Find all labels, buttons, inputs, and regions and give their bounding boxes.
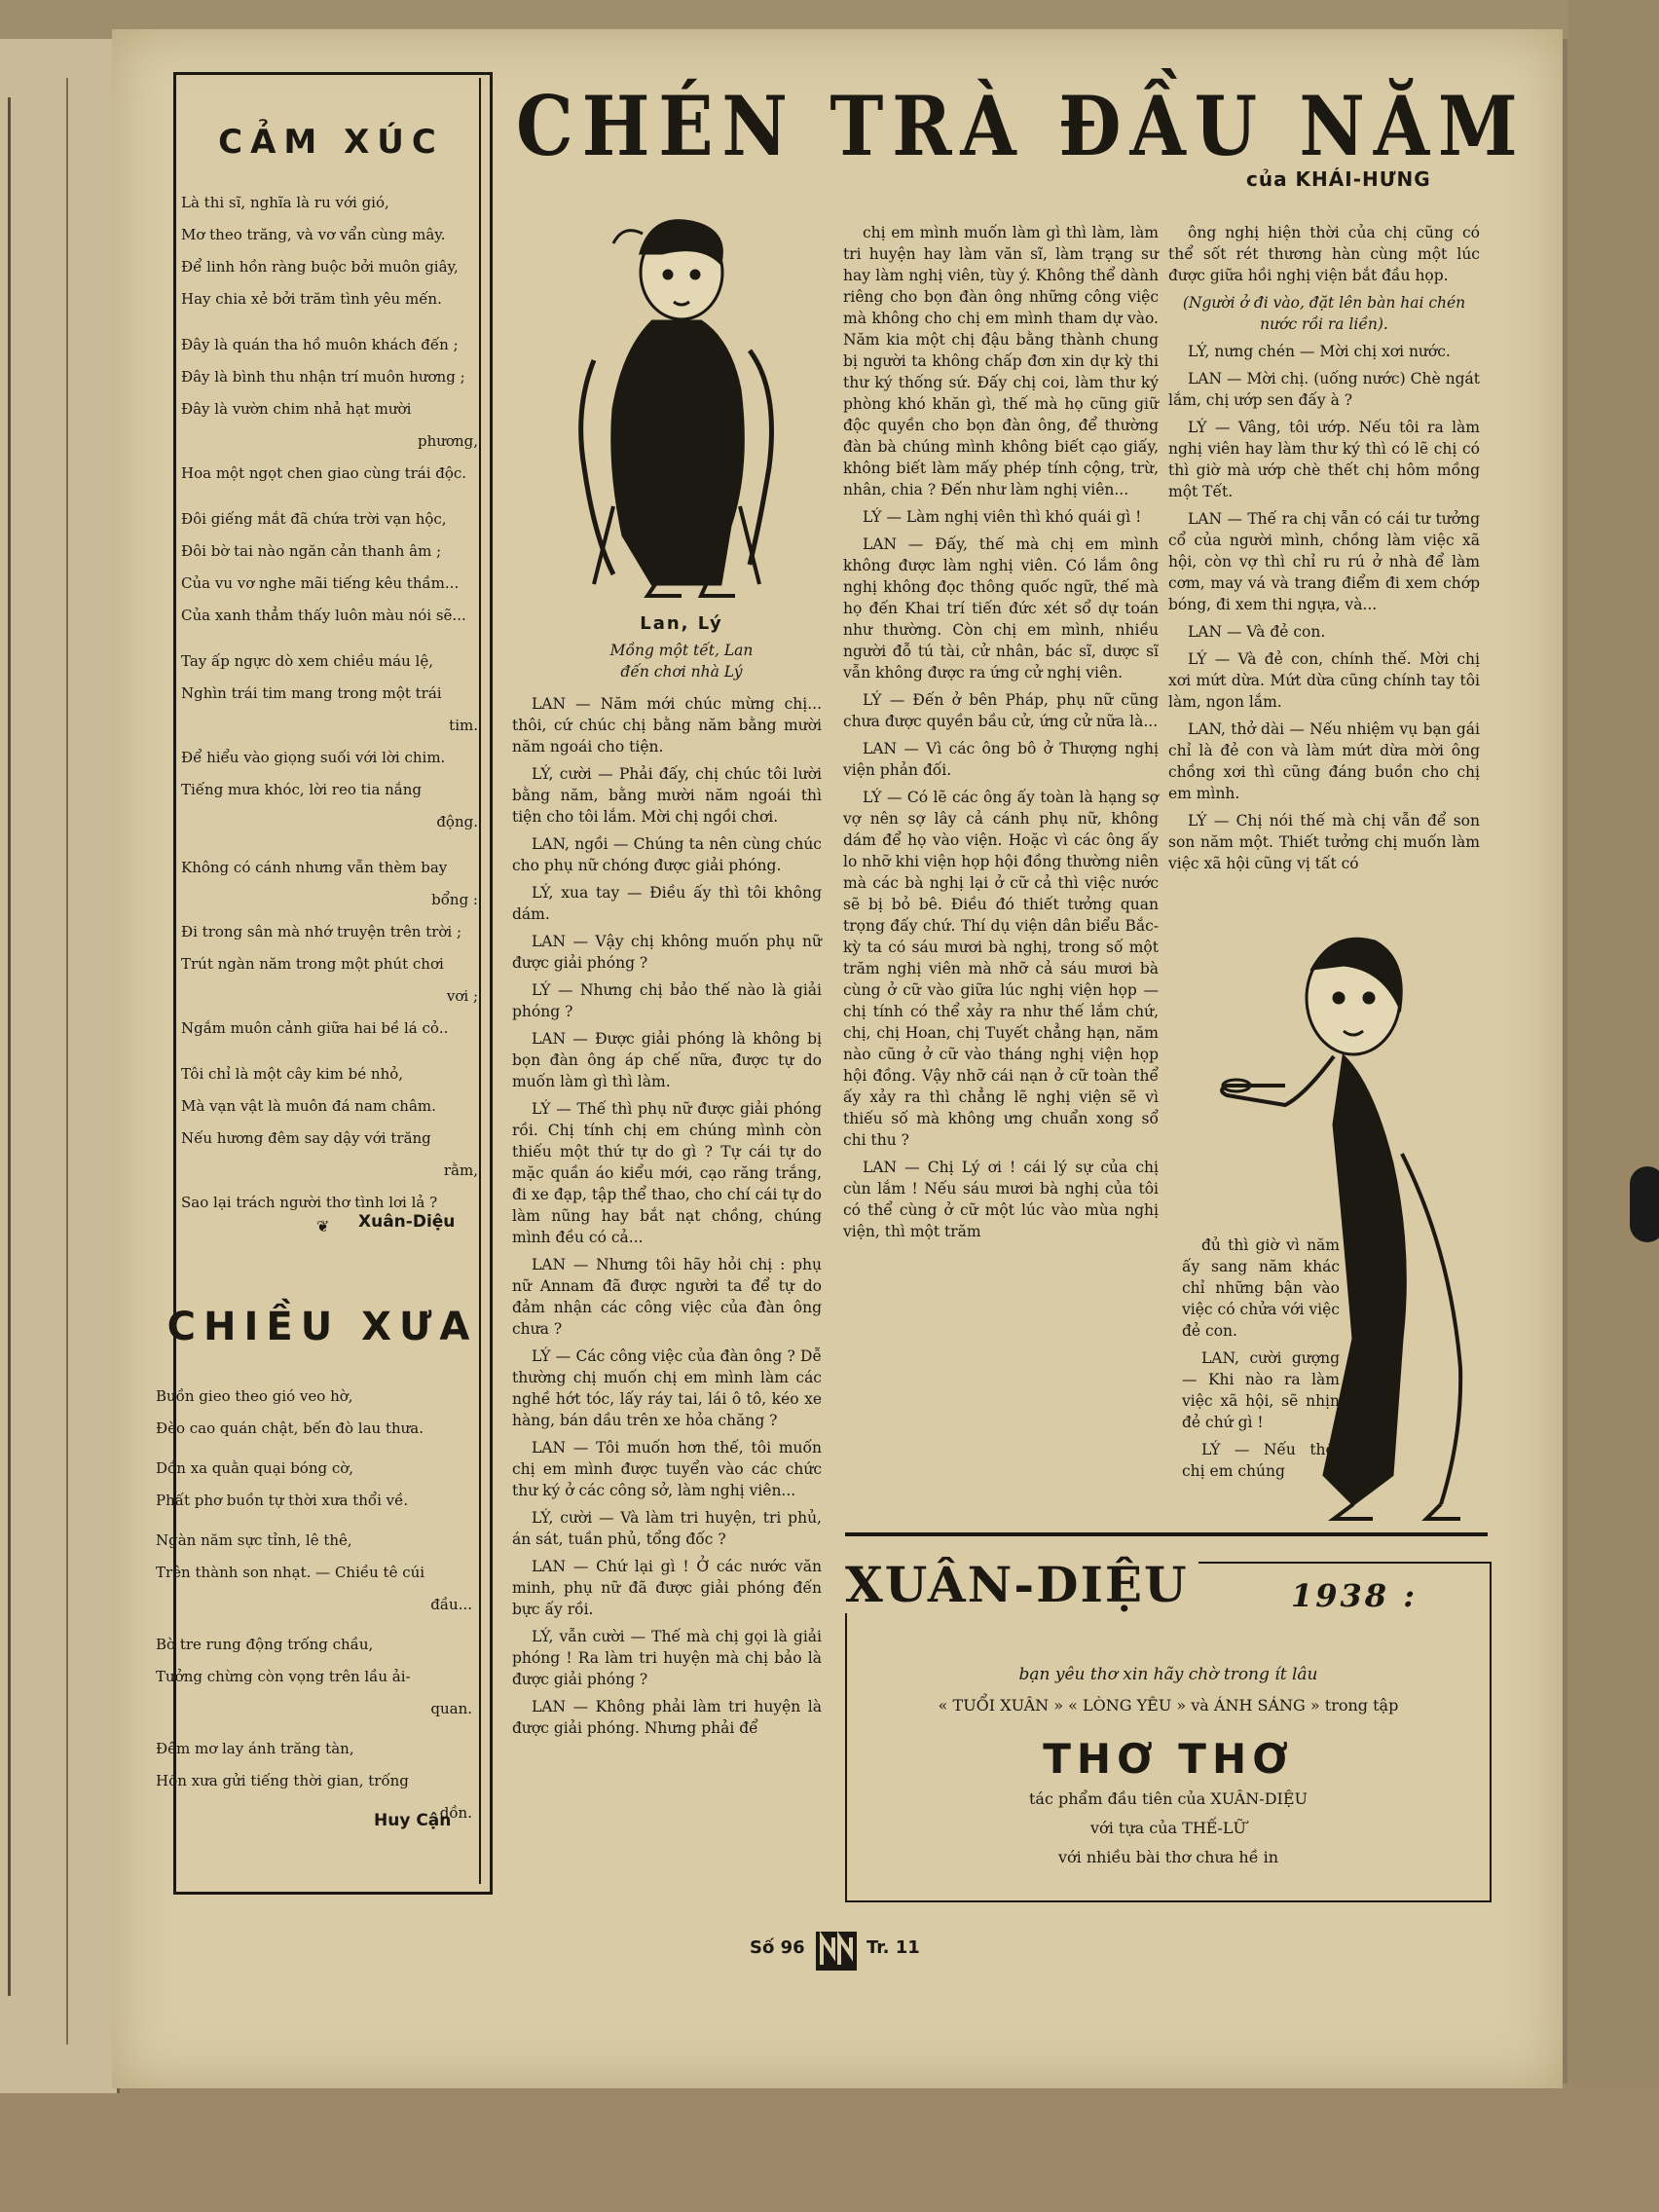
article-paragraph: LAN — Nhưng tôi hãy hỏi chị : phụ nữ Annam đã được người ta để tự do đảm nhận các công việc của đàn ông chưa ? — [512, 1256, 822, 1338]
issue-number: Số 96 — [750, 1937, 805, 1958]
desk-surface-right — [1567, 0, 1659, 2212]
poem-line: Tưởng chừng còn vọng trên lầu ải- — [156, 1668, 411, 1685]
poem-line: Hay chia xẻ bởi trăm tình yêu mến. — [181, 290, 442, 308]
poem-line: Đôi bờ tai nào ngăn cản thanh âm ; — [181, 542, 442, 560]
article-byline: của KHÁI-HƯNG — [1246, 167, 1431, 191]
poem-line: rằm, — [443, 1161, 478, 1179]
poem2-title: CHIỀU XƯA — [166, 1305, 478, 1349]
binder-hole — [1630, 1166, 1659, 1242]
ad-line-1: bạn yêu thơ xin hãy chờ trong ít lâu — [1018, 1665, 1318, 1684]
article-paragraph: LAN — Chứ lại gì ! Ở các nước văn minh, phụ nữ đã được giải phóng đến bực ấy rồi. — [512, 1558, 822, 1618]
article-paragraph: LÝ — Có lẽ các ông ấy toàn là hạng sợ vợ nên sợ lây cả cánh phụ nữ, không dám để họ vào viện. Hoặc vì các ông ấy lo nhỡ khi viện họp hội đồng thường niên mà các bà nghị lại ở cữ cả thì việc nước sẽ bị bỏ bê. Điều đó thiết tưởng quan trọng đấy chứ. Thí dụ viện dân biểu Bắc-kỳ ta có sáu mươi bà nghị, trong số một trăm nghị viên mà nhỡ cả sáu mươi bà cùng ở cữ vào giữa lúc nghị viện họp — chị tính có thể xảy ra như thế lắm chứ, chị, chị Hoan, chị Tuyết chẳng hạn, năm nào cũng ở cữ vào tháng nghị viện họp hội đồng. Vậy nhỡ cái nạn ở cữ toàn thể ấy xảy ra thì chẳng lẽ nghị viện sẽ vì thiếu số mà không ưng chuẩn xong sổ chi thu ? — [843, 789, 1159, 1149]
ad-top-rule — [845, 1532, 1488, 1536]
poem-line: Tay ấp ngực dò xem chiều máu lệ, — [181, 652, 433, 670]
article-paragraph: LÝ, vẫn cười — Thế mà chị gọi là giải phóng ! Ra làm tri huyện mà chị bảo là được giải phóng ? — [512, 1628, 822, 1688]
article-paragraph: LÝ — Thế thì phụ nữ được giải phóng rồi. Chị tính chị em chúng mình còn thiếu một thứ tự do gì ? Tự cái tự do mặc quần áo kiểu mới, cạo răng trắng, đi xe đạp, tập thể thao, cho chí cái tự do làm nũng hay bắt nạt chồng, chúng mình đều có cả... — [512, 1100, 822, 1246]
article-column-2 — [843, 222, 1159, 1248]
article-paragraph: LÝ — Các công việc của đàn ông ? Dễ thường chị muốn chị em mình làm các nghề hớt tóc, lấy ráy tai, lái ô tô, kéo xe hàng, bán dầu trên xe hỏa chăng ? — [512, 1347, 822, 1429]
article-paragraph: LAN — Đấy, thế mà chị em mình không được làm nghị viên. Có lắm ông nghị không đọc thông quốc ngữ, thế mà họ đến Khai trí tiến đức xét sổ dự toán như thường. Còn chị em mình, nhiều người đỗ tú tài, cử nhân, bác sĩ, dược sĩ vẫn không được ra ứng cử nghị viên. — [843, 535, 1159, 682]
poem-line: Buồn gieo theo gió veo hờ, — [156, 1387, 353, 1405]
poem-line: Đèo cao quán chật, bến đò lau thưa. — [156, 1419, 424, 1437]
poem-line: quan. — [430, 1700, 472, 1717]
article-paragraph: LAN — Chị Lý ơi ! cái lý sự của chị cùn lắm ! Nếu sáu mươi bà nghị của tôi có thể cùng ở cữ một lúc vào mùa nghị viện, thì một trăm — [843, 1159, 1159, 1240]
poem2-author: Huy Cận — [374, 1811, 452, 1830]
poem-line: Đi trong sân mà nhớ truyện trên trời ; — [181, 923, 462, 940]
article-paragraph: LÝ — Làm nghị viên thì khó quái gì ! — [863, 508, 1142, 526]
ad-title: XUÂN-DIỆU — [845, 1556, 1198, 1613]
left-page-edge — [0, 39, 120, 2093]
poem-line: đầu... — [430, 1596, 472, 1613]
article-paragraph: LÝ, xua tay — Điều ấy thì tôi không dám. — [512, 884, 822, 923]
poem-line: Sao lại trách người thơ tình lơi lả ? — [181, 1194, 438, 1211]
poem1-body — [181, 193, 478, 1238]
article-paragraph: LAN — Thế ra chị vẫn có cái tư tưởng cổ của người mình, chồng làm việc xã hội, còn vợ thì chỉ ru rú ở nhà để làm cơm, may vá và trang điểm đi xem chớp bóng, đi xem thi ngựa, và... — [1168, 510, 1480, 613]
characters-caption — [555, 613, 808, 682]
article-paragraph: LÝ, cười — Và làm tri huyện, tri phủ, án sát, tuần phủ, tổng đốc ? — [512, 1509, 822, 1548]
poem-line: Không có cánh nhưng vẫn thèm bay — [181, 859, 448, 876]
ornament-icon: ❦ — [316, 1217, 330, 1235]
characters-name: Lan, Lý — [640, 613, 723, 634]
page-number: Tr. 11 — [866, 1937, 920, 1958]
article-paragraph: LAN — Không phải làm tri huyện là được giải phóng. Nhưng phải để — [512, 1698, 822, 1737]
article-paragraph: LAN — Vậy chị không muốn phụ nữ được giải phóng ? — [512, 933, 822, 972]
ad-line-5: với nhiều bài thơ chưa hề in — [1057, 1848, 1279, 1866]
poem-line: động. — [436, 813, 478, 830]
newspaper-logo-icon — [816, 1932, 857, 1971]
ad-line-3: tác phẩm đầu tiên của XUÂN-DIỆU — [1028, 1789, 1308, 1808]
poem-line: Nếu hương đêm say dậy với trăng — [181, 1129, 431, 1147]
desk-surface-bottom — [0, 2083, 1659, 2212]
poem-line: bổng : — [431, 891, 478, 908]
article-paragraph: LAN — Năm mới chúc mừng chị... thôi, cứ chúc chị bằng năm bằng mười năm ngoái cho tiện. — [512, 695, 822, 756]
article-paragraph: LAN — Mời chị. (uống nước) Chè ngát lắm, chị ướp sen đấy à ? — [1168, 370, 1480, 409]
poem-line: vơi ; — [446, 987, 478, 1005]
poem-line: Nghìn trái tim mang trong một trái — [181, 684, 442, 702]
poem-line: Hồn xưa gửi tiếng thời gian, trống — [156, 1772, 409, 1789]
article-paragraph: (Người ở đi vào, đặt lên bàn hai chén nước rồi ra liền). — [1182, 294, 1466, 333]
poem-line: dồn. — [439, 1804, 472, 1822]
article-paragraph: LÝ — Và đẻ con, chính thế. Mời chị xơi mứt dừa. Mứt dừa cũng chính tay tôi làm, ngon lắm. — [1168, 650, 1480, 711]
article-column-3 — [1168, 222, 1480, 880]
article-column-3-tail — [1182, 1235, 1340, 1488]
article-paragraph: LAN, thở dài — Nếu nhiệm vụ bạn gái chỉ là đẻ con và làm mứt dừa mời ông chồng xơi thì cũng đáng buồn cho chị em mình. — [1168, 720, 1480, 802]
poem2-body — [156, 1386, 472, 1843]
poem-line: Của vu vơ nghe mãi tiếng kêu thầm... — [181, 574, 460, 592]
article-paragraph: LAN — Vì các ông bô ở Thượng nghị viện phản đối. — [843, 740, 1159, 779]
article-paragraph: LAN — Tôi muốn hơn thế, tôi muốn chị em mình được tuyển vào các chức thư ký ở các công sở, làm nghị viên... — [512, 1439, 822, 1499]
poem-line: Của xanh thẳm thấy luôn màu nói sẽ... — [181, 607, 466, 624]
poem-line: Tôi chỉ là một cây kim bé nhỏ, — [181, 1065, 404, 1083]
ad-year: 1938 : — [1285, 1577, 1423, 1614]
article-paragraph: LÝ — Đến ở bên Pháp, phụ nữ cũng chưa được quyền bầu cử, ứng cử nữa là... — [843, 691, 1159, 730]
ad-line-4: với tựa của THẾ-LỮ — [1090, 1819, 1246, 1837]
poem-box-inner-rule — [479, 78, 481, 1884]
article-paragraph: chị em mình muốn làm gì thì làm, làm tri huyện hay làm văn sĩ, làm trạng sư hay làm nghị viên, tùy ý. Không thể dành riêng cho bọn đàn ông những công việc mà không cho chị em mình tham dự vào. Năm kia một chị đậu bằng thành chung bị người ta không chấp đơn xin dự kỳ thi thư ký thống sứ. Đấy chị coi, làm thư ký phòng khó khăn gì, thế mà họ cũng giữ độc quyền cho bọn đàn ông, để thường đàn bà chúng mình không biết cạo giấy, không biết làm mấy phép tính cộng, trừ, nhân, chia ? Đến như làm nghị viên... — [843, 224, 1159, 498]
poem-line: Ngắm muôn cảnh giữa hai bề lá cỏ.. — [181, 1019, 449, 1037]
article-paragraph: LÝ — Nhưng chị bảo thế nào là giải phóng ? — [512, 981, 822, 1020]
article-paragraph: LÝ — Vâng, tôi ướp. Nếu tôi ra làm nghị viên hay làm thư ký thì có lẽ chị có thì giờ mà ướp chè thết chị hôm mồng một Tết. — [1168, 419, 1480, 500]
poem-line: Đêm mơ lay ánh trăng tàn, — [156, 1740, 354, 1757]
article-title: CHÉN TRÀ ĐẦU NĂM — [516, 78, 1527, 174]
illustration-seated-woman — [555, 214, 789, 604]
poem-line: Trút ngàn năm trong một phút chơi — [181, 955, 444, 973]
poem-line: Mơ theo trăng, và vơ vẩn cùng mây. — [181, 226, 446, 243]
poem-line: Là thi sĩ, nghĩa là ru với gió, — [181, 194, 389, 211]
poem-line: Mà vạn vật là muôn đá nam châm. — [181, 1097, 436, 1115]
poem-line: Đây là vườn chim nhả hạt mười — [181, 400, 412, 418]
poem-line: Đôi giếng mắt đã chứa trời vạn hộc, — [181, 510, 447, 528]
article-paragraph: LAN — Và đẻ con. — [1188, 623, 1326, 641]
poem-line: Ngàn năm sực tỉnh, lê thê, — [156, 1531, 352, 1549]
scene-setting: Mồng một tết, Lan đến chơi nhà Lý — [609, 642, 754, 681]
article-paragraph: LÝ — Chị nói thế mà chị vẫn để son son năm một. Thiết tưởng chị muốn làm việc xã hội cũng vị tất có — [1168, 812, 1480, 872]
article-paragraph: đủ thì giờ vì năm ấy sang năm khác chỉ những bận vào việc có chửa với việc đẻ con. — [1182, 1236, 1340, 1340]
article-paragraph: LÝ — Nếu thế, chị em chúng — [1182, 1441, 1340, 1480]
poem-line: Để linh hồn ràng buộc bởi muôn giây, — [181, 258, 459, 276]
poem-line: Phất phơ buồn tự thời xưa thổi về. — [156, 1492, 409, 1509]
article-paragraph: LAN, ngồi — Chúng ta nên cùng chúc cho phụ nữ chóng được giải phóng. — [512, 835, 822, 874]
article-paragraph: LÝ, cười — Phải đấy, chị chúc tôi lười bằng năm, bằng mười năm ngoái thì tiện cho tôi lắm. Mời chị ngồi chơi. — [512, 765, 822, 826]
poem-line: Đây là quán tha hồ muôn khách đến ; — [181, 336, 459, 353]
article-paragraph: LÝ, nưng chén — Mời chị xơi nước. — [1188, 343, 1451, 360]
poem-line: Hoa một ngọt chen giao cùng trái độc. — [181, 464, 467, 482]
ad-book-title: THƠ THƠ — [1043, 1735, 1294, 1783]
ad-line-2: « TUỔI XUÂN » « LÒNG YÊU » và ÁNH SÁNG » trong tập — [938, 1696, 1399, 1714]
article-column-1 — [512, 693, 822, 1745]
poem1-author: Xuân-Diệu — [358, 1212, 456, 1232]
poem-line: Trên thành son nhạt. — Chiều tê cúi — [156, 1564, 425, 1581]
poem-line: Dồn xa quằn quại bóng cờ, — [156, 1459, 354, 1477]
poem-line: Bờ tre rung động trống chầu, — [156, 1636, 374, 1653]
poem-line: Để hiểu vào giọng suối với lời chim. — [181, 749, 446, 766]
poem-line: tim. — [449, 717, 478, 734]
article-paragraph: LAN — Được giải phóng là không bị bọn đàn ông áp chế nữa, được tự do muốn làm gì thì làm. — [512, 1030, 822, 1090]
poem1-title: CẢM XÚC — [218, 123, 444, 162]
article-paragraph: ông nghị hiện thời của chị cũng có thể sốt rét thương hàn cùng một lúc được giữa hồi nghị viện bắt đầu họp. — [1168, 224, 1480, 284]
article-paragraph: LAN, cười gượng — Khi nào ra làm việc xã hội, sẽ nhịn đẻ chứ gì ! — [1182, 1349, 1340, 1431]
poem-line: Tiếng mưa khóc, lời reo tia nắng — [181, 781, 423, 798]
poem-line: phương, — [418, 432, 478, 450]
poem-line: Đây là bình thu nhận trí muôn hương ; — [181, 368, 465, 386]
